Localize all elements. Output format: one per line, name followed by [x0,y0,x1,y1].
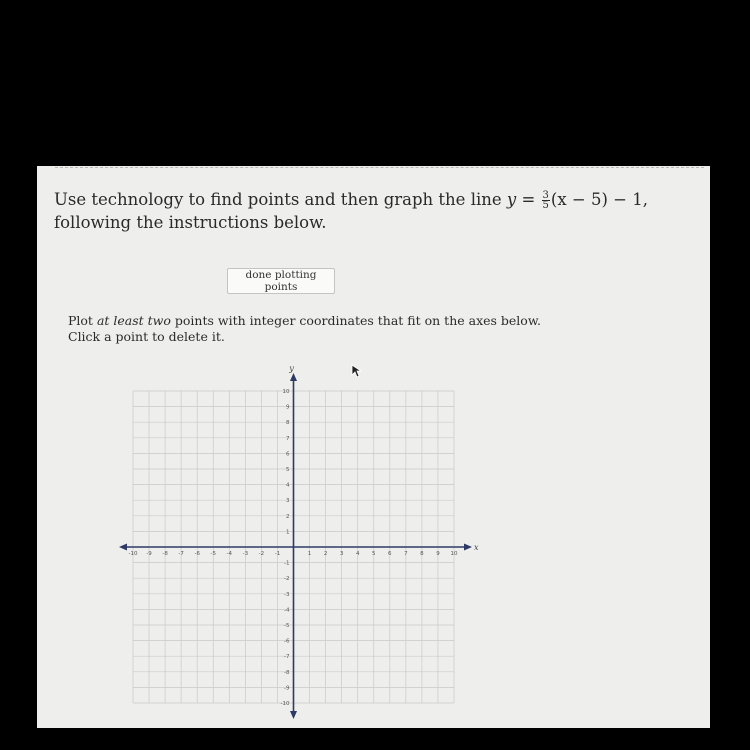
y-tick-label: 8 [286,420,290,427]
coordinate-graph[interactable] [37,166,710,728]
y-tick-label: 2 [286,513,290,520]
instruction-suffix: points with integer coordinates that fit on the axes below. [170,313,542,328]
x-axis-right-arrow [464,544,472,551]
x-axis-label: x [474,543,479,552]
instruction-prefix: Plot [68,313,97,328]
y-tick-label: 7 [286,435,290,442]
x-tick-label: -1 [274,551,281,557]
y-tick-label: -3 [284,591,290,598]
equation-equals: = [521,190,536,209]
problem-text-before: Use technology to find points and then graph the line [54,190,507,209]
x-tick-label: -7 [178,551,184,557]
y-tick-label: 9 [286,404,290,411]
y-axis-label: y [289,364,294,373]
done-plotting-button[interactable]: done plotting points [227,268,335,294]
instruction-line-2: Click a point to delete it. [68,329,225,344]
assignment-screen [37,166,710,728]
y-axis-bottom-arrow [290,711,297,719]
equation-rest: (x − 5) − 1 [550,190,643,209]
x-tick-label: 1 [307,551,312,557]
y-tick-label: -4 [284,607,290,614]
y-tick-label: 5 [286,467,290,473]
y-tick-label: -6 [284,638,290,645]
y-tick-label: -9 [284,685,290,692]
x-tick-label: -4 [226,551,233,557]
x-tick-label: -9 [146,551,152,557]
x-tick-label: 10 [450,551,458,557]
axes [119,373,472,719]
x-tick-label: 9 [436,551,440,557]
x-tick-label: -10 [128,551,138,557]
y-tick-label: -2 [284,576,290,583]
x-axis-left-arrow [119,544,127,551]
x-tick-label: 3 [339,551,344,557]
y-tick-label: 10 [282,389,290,395]
y-axis-top-arrow [290,373,297,381]
y-tick-label: -5 [284,623,290,629]
instruction-emphasis: at least two [96,313,171,328]
y-tick-label: -7 [284,654,290,661]
y-tick-label: -8 [284,669,290,676]
x-tick-label: -8 [162,551,168,557]
x-tick-label: -3 [242,551,249,557]
x-tick-label: -6 [194,551,200,557]
y-tick-label: -1 [284,560,290,567]
x-tick-label: -2 [258,551,265,557]
y-tick-label: 1 [286,529,290,536]
mouse-pointer-icon [351,364,363,378]
x-tick-label: -5 [210,551,216,557]
equation-lhs: y [506,190,517,209]
problem-text-after: , following the instructions below. [54,190,648,232]
x-tick-label: 4 [355,551,360,557]
x-tick-label: 7 [404,551,408,557]
y-tick-label: 6 [286,451,290,458]
x-tick-label: 5 [372,551,376,557]
fraction-numerator: 3 [542,190,549,201]
y-tick-label: -10 [280,701,290,707]
y-tick-label: 3 [286,498,290,505]
x-tick-label: 2 [323,551,328,557]
fraction-denominator: 5 [542,200,549,211]
x-tick-label: 8 [420,551,424,557]
y-tick-label: 4 [286,482,290,489]
x-tick-label: 6 [388,551,392,557]
